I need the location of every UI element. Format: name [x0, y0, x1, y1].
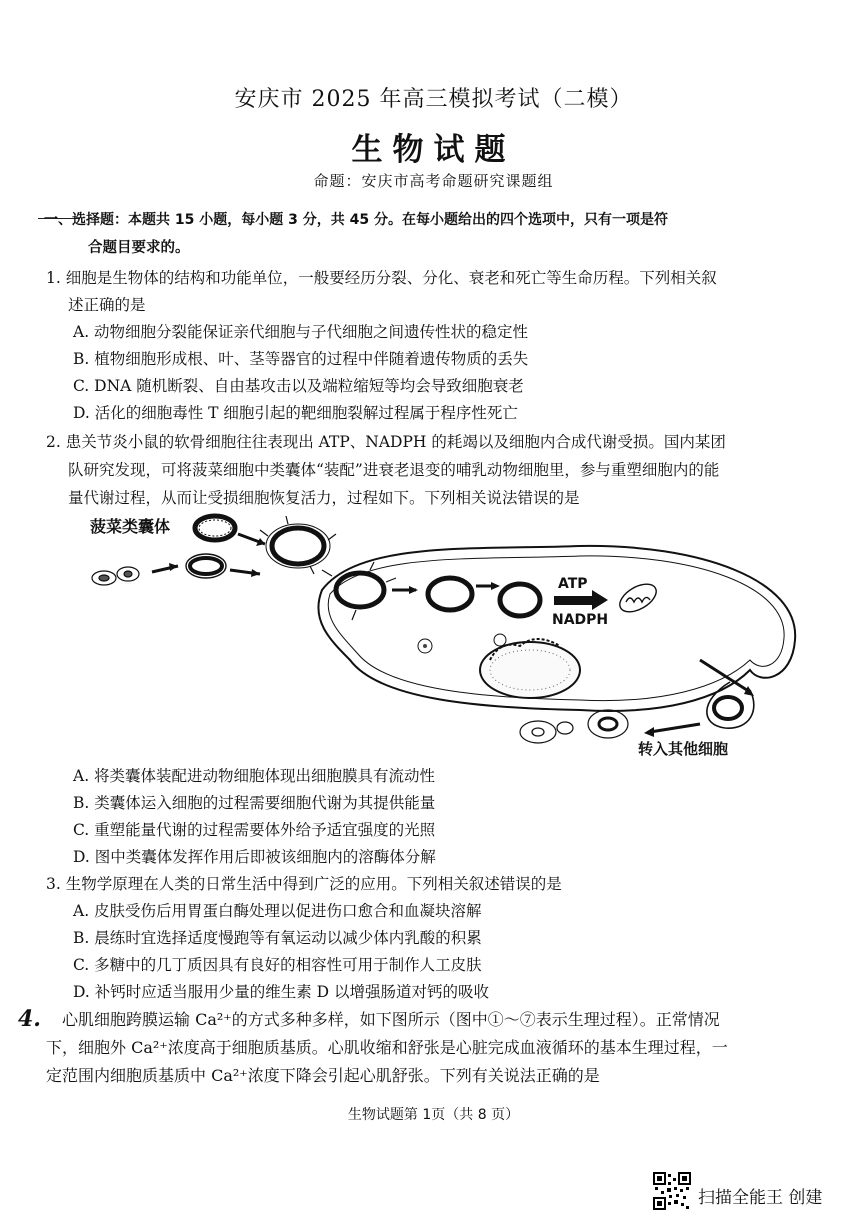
q2-option-b: B. 类囊体运入细胞的过程需要细胞代谢为其提供能量 — [73, 794, 436, 812]
q4-stem-3: 定范围内细胞质基质中 Ca²⁺浓度下降会引起心肌舒张。下列有关说法正确的是 — [46, 1066, 600, 1085]
energy-arrow — [554, 596, 592, 605]
arrow-head — [409, 586, 418, 594]
page-footer: 生物试题第 1页（共 8 页） — [347, 1107, 520, 1123]
arrow-head — [644, 727, 654, 737]
q2-stem-1: 2. 患关节炎小鼠的软骨细胞往往表现出 ATP、NADPH 的耗竭以及细胞内合成代谢受损。国内某团 — [46, 433, 726, 451]
q2-stem-3: 量代谢过程，从而让受损细胞恢复活力，过程如下。下列相关说法错误的是 — [68, 489, 580, 507]
q1-stem-1: 1. 细胞是生物体的结构和功能单位，一般要经历分裂、分化、衰老和死亡等生命历程。下列相关叙 — [46, 269, 717, 287]
q3-option-a: A. 皮肤受伤后用胃蛋白酶处理以促进伤口愈合和血凝块溶解 — [73, 902, 482, 920]
q2-figure — [60, 510, 820, 760]
q1-option-c: C. DNA 随机断裂、自由基攻击以及端粒缩短等均会导致细胞衰老 — [73, 377, 524, 395]
section-heading-1: 一、选择题：本题共 15 小题，每小题 3 分，共 45 分。在每小题给出的四个选项中，只有一项是符 — [44, 212, 668, 228]
section-heading-2: 合题目要求的。 — [88, 240, 190, 256]
q2-option-d: D. 图中类囊体发挥作用后即被该细胞内的溶酶体分解 — [73, 848, 436, 866]
liposome-cluster — [92, 567, 139, 585]
q3-option-d: D. 补钙时应适当服用少量的维生素 D 以增强肠道对钙的吸收 — [73, 983, 490, 1001]
svg-text:菠菜类囊体: 菠菜类囊体 — [90, 517, 171, 536]
active-thylakoid — [500, 584, 540, 616]
thylakoid-vesicle — [195, 516, 235, 540]
q4-stem-1: 心肌细胞跨膜运输 Ca²⁺的方式多种多样，如下图所示（图中①～⑦表示生理过程）。正常情况 — [62, 1010, 720, 1029]
nucleus — [480, 639, 580, 698]
q1-option-d: D. 活化的细胞毒性 T 细胞引起的靶细胞裂解过程属于程序性死亡 — [73, 404, 518, 422]
flow-arrow — [650, 724, 700, 732]
author-line: 命题：安庆市高考命题研究课题组 — [313, 172, 554, 190]
exiting-thylakoid — [714, 697, 742, 719]
q2-stem-2: 队研究发现，可将菠菜细胞中类囊体“装配”进衰老退变的哺乳动物细胞里，参与重塑细胞内的能 — [68, 461, 720, 479]
coated-thylakoid — [186, 554, 226, 578]
exported-vesicles — [520, 710, 628, 743]
vesicle — [494, 634, 506, 646]
atp-label: ATP — [558, 576, 588, 592]
q3-stem: 3. 生物学原理在人类的日常生活中得到广泛的应用。下列相关叙述错误的是 — [46, 875, 562, 893]
nadph-label: NADPH — [552, 612, 609, 628]
q4-number: 4. — [18, 1006, 41, 1032]
exam-title: 安庆市 2025 年高三模拟考试（二模） — [234, 87, 633, 112]
vesicle-core — [423, 644, 427, 648]
q1-option-a: A. 动物细胞分裂能保证亲代细胞与子代细胞之间遗传性状的稳定性 — [73, 323, 529, 341]
thylakoid-label — [90, 517, 170, 536]
assembled-thylakoid — [260, 516, 336, 574]
internal-thylakoid — [428, 578, 472, 610]
transfer-label: 转入其他细胞 — [638, 740, 729, 758]
scanner-watermark: 扫描全能王 创建 — [698, 1188, 823, 1208]
mitochondrion — [615, 578, 661, 617]
qr-code-icon — [653, 1172, 691, 1210]
q2-option-c: C. 重塑能量代谢的过程需要体外给予适宜强度的光照 — [73, 821, 436, 839]
q3-option-c: C. 多糖中的几丁质因具有良好的相容性可用于制作人工皮肤 — [73, 956, 482, 974]
q2-option-a: A. 将类囊体装配进动物细胞体现出细胞膜具有流动性 — [73, 767, 436, 785]
q3-option-b: B. 晨练时宜选择适度慢跑等有氧运动以减少体内乳酸的积累 — [73, 929, 482, 947]
q1-option-b: B. 植物细胞形成根、叶、茎等器官的过程中伴随着遗传物质的丢失 — [73, 350, 529, 368]
q1-stem-2: 述正确的是 — [68, 296, 146, 314]
arrow-head — [491, 582, 500, 590]
subject-title: 生物试题 — [351, 132, 516, 168]
q4-stem-2: 下，细胞外 Ca²⁺浓度高于细胞质基质。心肌收缩和舒张是心脏完成血液循环的基本生理过程，一 — [46, 1038, 728, 1057]
arrow-head — [592, 590, 608, 610]
